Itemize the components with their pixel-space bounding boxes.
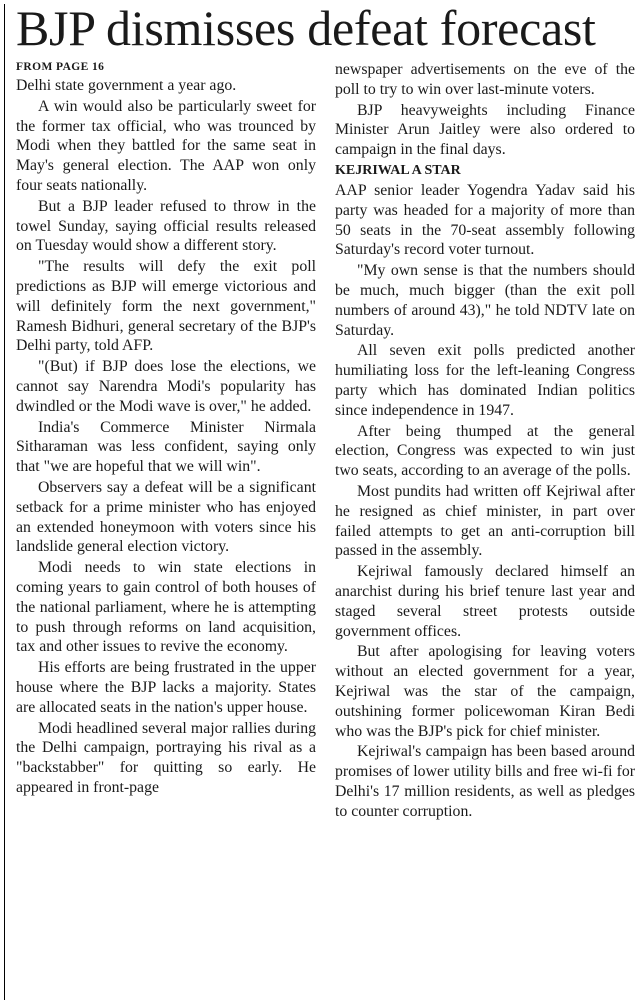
- subhead: KEJRIWAL A STAR: [335, 162, 461, 178]
- paragraph: Modi needs to win state elections in coming years to gain control of both houses of the national parliament, where he is attempting to push through reforms on land acquisition, tax and other issues to revive the economy.: [16, 559, 316, 656]
- paragraph: Kejriwal's campaign has been based around promises of lower utility bills and free wi-fi for Delhi's 17 million residents, as well as pledges to counter corruption.: [335, 743, 635, 820]
- paragraph: AAP senior leader Yogendra Yadav said his party was headed for a majority of more than 50 seats in the 70-seat assembly following Saturday's record voter turnout.: [335, 181, 635, 259]
- article-column-left: [16, 60, 316, 799]
- paragraph: Observers say a defeat will be a significant setback for a prime minister who has enjoyed an extended honeymoon with voters since his landslide general election victory.: [16, 478, 316, 556]
- paragraph: "(But) if BJP does lose the elections, we cannot say Narendra Modi's popularity has dwindled or the Modi wave is over," he added.: [16, 358, 316, 415]
- paragraph: After being thumped at the general election, Congress was expected to win just two seats, according to an average of the polls.: [335, 422, 635, 480]
- paragraph: India's Commerce Minister Nirmala Sitharaman was less confident, saying only that "we are hopeful that we will win".: [16, 418, 316, 476]
- paragraph: newspaper advertisements on the eve of the poll to try to win over last-minute voters.: [335, 61, 635, 98]
- paragraph: But after apologising for leaving voters without an elected government for a year, Kejriwal was the star of the campaign, outshining former policewoman Kiran Bedi who was the BJP's pick for chief minister.: [335, 643, 635, 740]
- paragraph: His efforts are being frustrated in the upper house where the BJP lacks a majority. States are allocated seats in the nation's upper house.: [16, 659, 316, 716]
- article-column-right: [335, 60, 635, 822]
- paragraph: BJP heavyweights including Finance Minister Arun Jaitley were also ordered to campaign in the final days.: [335, 101, 635, 159]
- headline: BJP dismisses defeat forecast: [16, 0, 596, 56]
- paragraph: All seven exit polls predicted another humiliating loss for the left-leaning Congress party which has dominated Indian politics since independence in 1947.: [335, 342, 635, 419]
- paragraph: A win would also be particularly sweet for the former tax official, who was trounced by Modi when they battled for the same seat in May's general election. The AAP won only four seats nationally.: [16, 97, 316, 194]
- paragraph: But a BJP leader refused to throw in the towel Sunday, saying official results released on Tuesday would show a different story.: [16, 197, 316, 255]
- paragraph: "The results will defy the exit poll predictions as BJP will emerge victorious and will definitely form the next government," Ramesh Bidhuri, general secretary of the BJP's Delhi party, told AFP.: [16, 258, 316, 355]
- paragraph: Modi headlined several major rallies during the Delhi campaign, portraying his rival as a "backstabber" for quitting so early. He appeared in front-page: [16, 719, 316, 796]
- paragraph: Kejriwal famously declared himself an anarchist during his brief tenure last year and staged several street protests outside government offices.: [335, 563, 635, 640]
- column-rule: [4, 4, 5, 1000]
- paragraph: Most pundits had written off Kejriwal after he resigned as chief minister, in part over failed attempts to get an anti-corruption bill passed in the assembly.: [335, 482, 635, 560]
- jump-line: FROM PAGE 16: [16, 61, 105, 73]
- paragraph: "My own sense is that the numbers should be much, much bigger (than the exit poll numbers of around 43)," he told NDTV late on Saturday.: [335, 262, 635, 339]
- paragraph: Delhi state government a year ago.: [16, 77, 237, 94]
